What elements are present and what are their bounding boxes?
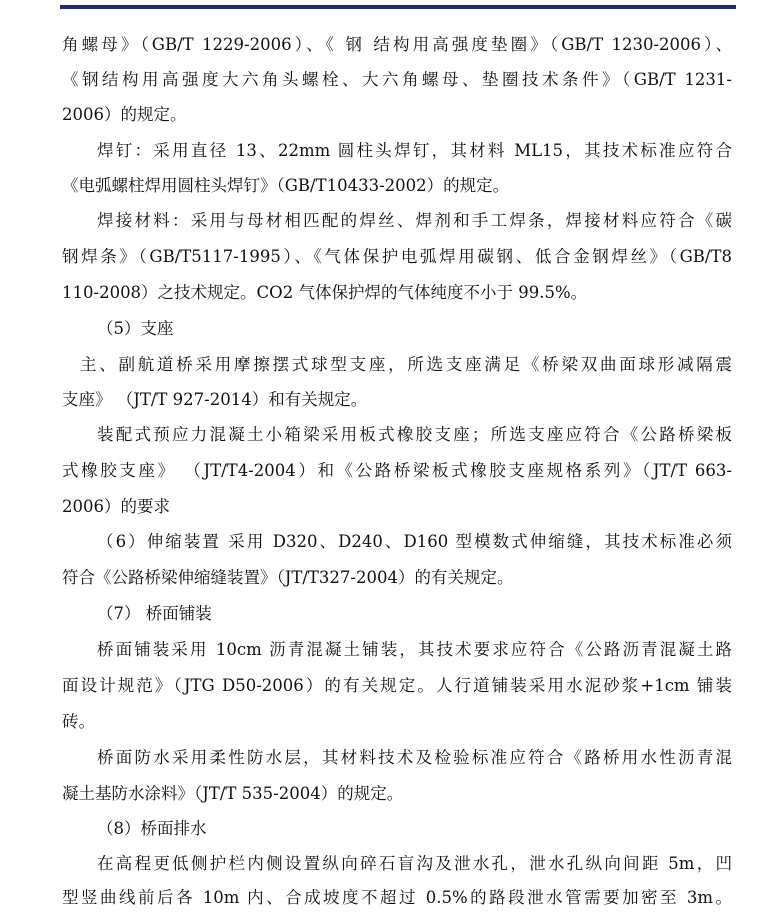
text-line: 桥面铺装采用 10cm 沥青混凝土铺装，其技术要求应符合《公路沥青混凝土路 <box>97 640 732 659</box>
text-line: 焊钉：采用直径 13、22mm 圆柱头焊钉，其材料 ML15，其技术标准应符合 <box>97 141 732 160</box>
section-heading: （7） 桥面铺装 <box>97 604 212 623</box>
text-line: 110-2008）之技术规定。CO2 气体保护焊的气体纯度不小于 99.5%。 <box>62 283 588 302</box>
section-heading: （8）桥面排水 <box>97 819 207 838</box>
text-line: 装配式预应力混凝土小箱梁采用板式橡胶支座；所选支座应符合《公路桥梁板 <box>97 425 732 444</box>
text-line: 在高程更低侧护栏内侧设置纵向碎石盲沟及泄水孔，泄水孔纵向间距 5m，凹 <box>97 854 732 873</box>
text-line: 符合《公路桥梁伸缩缝装置》（JT/T327-2004）的有关规定。 <box>62 568 514 587</box>
text-line: 凝土基防水涂料》（JT/T 535-2004）的规定。 <box>62 784 404 803</box>
section-heading: （5）支座 <box>97 319 174 338</box>
text-line: 式橡胶支座》 （JT/T4-2004）和《公路桥梁板式橡胶支座规格系列》（JT/T 663- <box>62 461 732 480</box>
text-line: 主、副航道桥采用摩擦摆式球型支座，所选支座满足《桥梁双曲面球形减隔震 <box>80 355 732 374</box>
text-line: 角螺母》（GB/T 1229-2006）、《 钢 结构用高强度垫圈》（GB/T 1230-2006）、 <box>62 35 732 54</box>
text-line: 型竖曲线前后各 10m 内、合成坡度不超过 0.5%的路段泄水管需要加密至 3m。 <box>62 888 732 907</box>
text-line: （6）伸缩装置 采用 D320、D240、D160 型模数式伸缩缝，其技术标准必须 <box>97 532 732 551</box>
text-line: 支座》 （JT/T 927-2014）和有关规定。 <box>62 390 368 409</box>
text-line: 焊接材料：采用与母材相匹配的焊丝、焊剂和手工焊条，焊接材料应符合《碳 <box>97 211 732 230</box>
text-line: 《电弧螺柱焊用圆柱头焊钉》（GB/T10433-2002）的规定。 <box>62 176 510 195</box>
text-line: 桥面防水采用柔性防水层，其材料技术及检验标准应符合《路桥用水性沥青混 <box>97 748 732 767</box>
text-line: 面设计规范》（JTG D50-2006）的有关规定。人行道铺装采用水泥砂浆+1cm 铺装 <box>62 676 732 695</box>
text-line: 2006）的规定。 <box>62 105 187 124</box>
text-line: 砖。 <box>62 712 95 731</box>
text-line: 2006）的要求 <box>62 497 170 516</box>
text-line: 《钢结构用高强度大六角头螺栓、大六角螺母、垫圈技术条件》（GB/T 1231- <box>62 70 732 89</box>
text-line: 钢焊条》（GB/T5117-1995）、《气体保护电弧焊用碳钢、低合金钢焊丝》（GB/T8 <box>62 247 732 266</box>
